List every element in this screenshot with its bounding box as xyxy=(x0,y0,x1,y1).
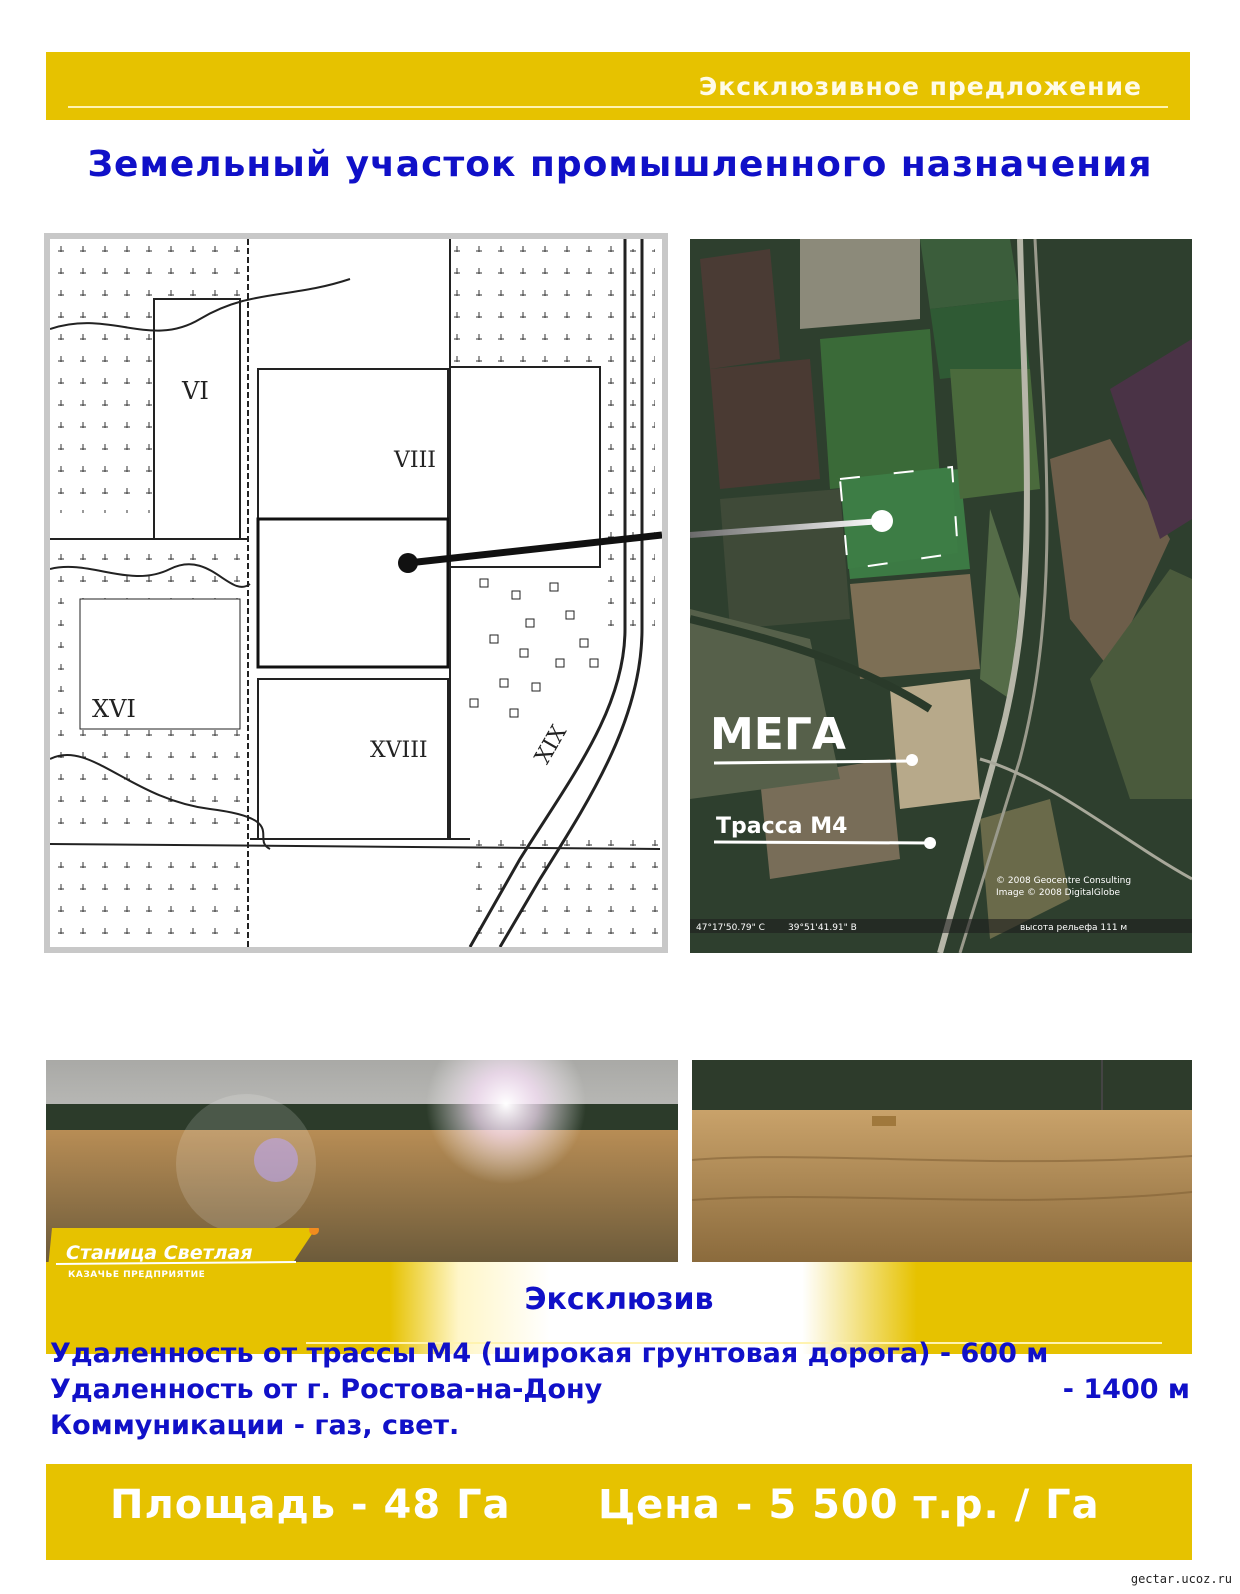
satellite-image xyxy=(690,239,1192,953)
section-xix: XIX xyxy=(530,721,573,769)
satellite-label-road: Трасса М4 xyxy=(716,814,848,839)
detail-line-1: Удаленность от трассы М4 (широкая грунтовая дорога) - 600 м xyxy=(50,1338,1049,1369)
detail-line-2-value: - 1400 м xyxy=(1062,1374,1190,1405)
satellite-copyright-1: © 2008 Geocentre Consulting xyxy=(996,876,1132,886)
cadastral-map xyxy=(44,233,668,953)
exclusive-label: Эксклюзив xyxy=(524,1282,714,1317)
price-value: Цена - 5 500 т.р. / Га xyxy=(598,1482,1100,1528)
satellite-copyright-2: Image © 2008 DigitalGlobe xyxy=(996,888,1121,898)
area-value: Площадь - 48 Га xyxy=(110,1482,511,1528)
section-xviii: XVIII xyxy=(370,738,428,763)
field-photo-right-drawing xyxy=(692,1060,1192,1264)
field-photo-right xyxy=(692,1060,1192,1264)
section-vi: VI xyxy=(182,377,209,405)
cadastral-map-drawing xyxy=(50,239,662,947)
header-banner xyxy=(46,52,1190,120)
site-watermark: gectar.ucoz.ru xyxy=(1130,1572,1232,1586)
satellite-coords-lon: 39°51'41.91" В xyxy=(788,923,857,933)
page-title: Земельный участок промышленного назначения xyxy=(87,144,1153,185)
detail-line-2-label: Удаленность от г. Ростова-на-Дону xyxy=(50,1374,603,1405)
satellite-elevation: высота рельефа 111 м xyxy=(1020,923,1128,933)
price-banner xyxy=(46,1464,1192,1560)
satellite-drawing xyxy=(690,239,1192,953)
detail-line-3: Коммуникации - газ, свет. xyxy=(50,1410,460,1441)
detail-line-2 xyxy=(50,1374,1190,1405)
header-rule xyxy=(68,106,1168,108)
logo-subtitle: КАЗАЧЬЕ ПРЕДПРИЯТИЕ xyxy=(68,1270,206,1280)
company-logo xyxy=(46,1228,336,1288)
header-tagline: Эксклюзивное предложение xyxy=(698,72,1142,101)
satellite-coords-lat: 47°17'50.79" С xyxy=(696,923,765,933)
section-xvi: XVI xyxy=(92,695,136,723)
satellite-label-mega: МЕГА xyxy=(710,709,846,760)
logo-name: Станица Светлая xyxy=(66,1242,253,1264)
section-viii: VIII xyxy=(394,448,436,473)
